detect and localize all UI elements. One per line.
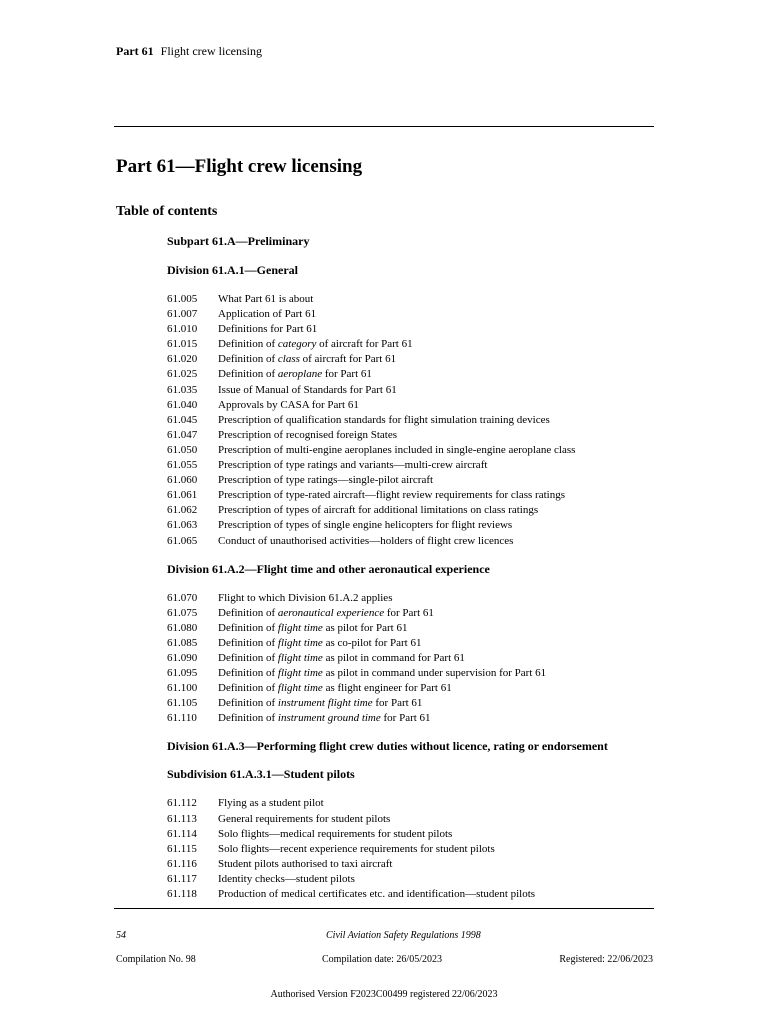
defined-term: instrument flight time [277,697,373,710]
defined-term: flight time [277,682,323,695]
section-title [218,666,657,681]
section-title-text: Approvals by CASA for Part 61 [218,398,359,411]
section-number: 61.100 [167,682,198,695]
section-title-text: Identity checks—student pilots [218,872,355,885]
section-title [218,413,657,428]
section-number: 61.105 [167,697,198,710]
section-title [218,322,657,337]
section-title [218,857,657,872]
section-title-text: Definition of [218,606,278,619]
section-title-text: Flying as a student pilot [218,797,324,810]
section-number: 61.118 [167,888,197,900]
section-title-text: of aircraft for Part 61 [316,338,413,351]
section-title-text: Definition of [218,667,278,680]
section-title [218,796,657,811]
section-title-text: for Part 61 [380,712,431,725]
defined-term: flight time [277,636,323,649]
section-title [218,591,657,606]
section-title-text: Prescription of types of single engine helicopters for flight reviews [218,519,513,532]
toc-entry[interactable] [167,842,657,857]
section-title-text: Definition of [218,697,278,710]
section-title [218,812,657,827]
division-heading: Division 61.A.1—General [167,263,298,277]
toc-entry[interactable] [167,857,657,872]
division-block [167,263,657,549]
section-number: 61.040 [167,398,198,411]
subdivision-heading: Subdivision 61.A.3.1—Student pilots [167,767,355,782]
compilation-number: Compilation No. 98 [116,954,196,965]
section-number: 61.116 [167,857,197,870]
header-title: Flight crew licensing [160,44,262,58]
section-title-text: Production of medical certificates etc. and identification—student pilots [218,888,536,900]
section-title [218,534,657,549]
section-title [218,827,657,842]
section-title-text: Application of Part 61 [218,308,317,321]
section-title [218,872,657,887]
toc-entry[interactable] [167,636,657,651]
authorised-version: Authorised Version F2023C00499 registered 22/06/2023 [270,989,498,1000]
section-title-text: Definition of [218,636,278,649]
table-of-contents [167,234,657,915]
section-number: 61.062 [167,504,198,517]
section-title-text: What Part 61 is about [218,293,314,305]
toc-title: Table of contents [116,204,218,219]
defined-term: instrument ground time [277,712,381,725]
section-title-text: Prescription of type ratings—single-pilot aircraft [218,474,434,487]
section-number: 61.007 [167,308,198,321]
section-title [218,307,657,322]
section-title-text: Flight to which Division 61.A.2 applies [218,591,393,604]
division-block [167,739,657,902]
section-number: 61.075 [167,606,198,619]
header-part: Part 61 [116,44,154,58]
section-title-text: Prescription of type-rated aircraft—flight review requirements for class ratings [218,489,565,502]
section-title [218,621,657,636]
toc-entry[interactable] [167,606,657,621]
toc-entry[interactable] [167,534,657,549]
section-title-text: Student pilots authorised to taxi aircraft [218,857,393,870]
toc-entry[interactable] [167,796,657,811]
toc-entry[interactable] [167,827,657,842]
section-number: 61.045 [167,413,198,426]
section-title [218,292,657,307]
section-title-text: as pilot for Part 61 [322,621,408,634]
section-number: 61.020 [167,353,198,366]
section-number: 61.113 [167,812,197,825]
section-number: 61.070 [167,591,198,604]
section-title [218,473,657,488]
section-title [218,711,657,726]
toc-entry[interactable] [167,887,657,902]
section-number: 61.095 [167,667,198,680]
toc-entry[interactable] [167,383,657,398]
section-title [218,651,657,666]
section-title [218,443,657,458]
section-title [218,488,657,503]
defined-term: aeroplane [277,368,323,381]
section-number: 61.110 [167,712,197,725]
section-number: 61.005 [167,293,198,305]
toc-entry[interactable] [167,681,657,696]
section-title [218,681,657,696]
section-title [218,696,657,711]
division-heading: Division 61.A.2—Flight time and other aeronautical experience [167,561,490,576]
section-title [218,352,657,367]
bottom-rule [114,908,654,909]
registered-date: Registered: 22/06/2023 [559,954,653,965]
toc-entry[interactable] [167,621,657,636]
section-title [218,606,657,621]
subpart-heading: Subpart 61.A—Preliminary [167,234,310,248]
defined-term: flight time [277,621,323,634]
divisions-list [167,263,657,902]
section-number: 61.115 [167,842,197,855]
section-number: 61.050 [167,443,198,456]
section-number: 61.080 [167,621,198,634]
section-title-text: Issue of Manual of Standards for Part 61 [218,383,397,396]
section-number: 61.090 [167,651,198,664]
toc-entry[interactable] [167,428,657,443]
section-number: 61.015 [167,338,198,351]
section-title-text: for Part 61 [322,368,372,381]
section-title-text: Definition of [218,651,278,664]
section-number: 61.060 [167,474,198,487]
section-title-text: as flight engineer for Part 61 [322,682,452,695]
section-title-text: Solo flights—recent experience requirements for student pilots [218,842,495,855]
section-title [218,367,657,382]
section-title [218,842,657,857]
section-number: 61.114 [167,827,197,840]
section-title [218,636,657,651]
toc-entry[interactable] [167,503,657,518]
section-title-text: Prescription of recognised foreign States [218,428,398,441]
toc-entry[interactable] [167,398,657,413]
section-title-text: Definitions for Part 61 [218,323,318,336]
toc-entry[interactable] [167,352,657,367]
section-title [218,428,657,443]
section-title-text: General requirements for student pilots [218,812,391,825]
section-title-text: for Part 61 [372,697,423,710]
toc-entry[interactable] [167,473,657,488]
toc-entry[interactable] [167,458,657,473]
section-title [218,337,657,352]
toc-entry[interactable] [167,322,657,337]
section-title [218,518,657,533]
section-title-text: for Part 61 [384,606,434,619]
section-title-text: Definition of [218,682,278,695]
section-title [218,398,657,413]
section-number: 61.085 [167,636,198,649]
section-number: 61.065 [167,534,198,547]
section-title-text: Definition of [218,353,278,366]
section-title-text: Definition of [218,712,278,725]
footer-title: Civil Aviation Safety Regulations 1998 [326,930,481,941]
section-title-text: Definition of [218,368,278,381]
section-title-text: as pilot in command under supervision for Part 61 [322,667,547,680]
toc-entry[interactable] [167,591,657,606]
section-number: 61.035 [167,383,198,396]
toc-entry[interactable] [167,872,657,887]
section-title-text: as co-pilot for Part 61 [322,636,422,649]
top-rule [114,126,654,127]
toc-entry[interactable] [167,711,657,726]
toc-entry[interactable] [167,443,657,458]
defined-term: flight time [277,651,323,664]
defined-term: class [277,353,300,366]
toc-entry[interactable] [167,666,657,681]
section-number: 61.117 [167,872,197,885]
section-title-text: Solo flights—medical requirements for student pilots [218,827,453,840]
section-title-text: as pilot in command for Part 61 [322,651,465,664]
toc-entry[interactable] [167,292,657,307]
section-number: 61.010 [167,323,198,336]
section-number: 61.025 [167,368,198,381]
section-number: 61.063 [167,519,198,532]
section-title-text: Prescription of qualification standards for flight simulation training devices [218,413,550,426]
section-title [218,458,657,473]
toc-entry[interactable] [167,812,657,827]
section-number: 61.112 [167,797,197,810]
section-title-text: Prescription of multi-engine aeroplanes included in single-engine aeroplane class [218,443,576,456]
section-title [218,503,657,518]
toc-entry[interactable] [167,413,657,428]
toc-entry[interactable] [167,337,657,352]
toc-entry[interactable] [167,367,657,382]
section-number: 61.047 [167,428,198,441]
toc-entry[interactable] [167,651,657,666]
defined-term: category [277,338,317,351]
part-title: Part 61—Flight crew licensing [116,156,363,177]
toc-entry[interactable] [167,488,657,503]
toc-entry[interactable] [167,518,657,533]
section-title-text: Prescription of type ratings and variants—multi-crew aircraft [218,459,488,472]
toc-entry[interactable] [167,696,657,711]
section-title-text: Conduct of unauthorised activities—holders of flight crew licences [218,534,514,547]
page-number: 54 [116,930,126,941]
section-number: 61.055 [167,459,198,472]
defined-term: flight time [277,667,323,680]
defined-term: aeronautical experience [277,606,385,619]
section-title-text: Prescription of types of aircraft for additional limitations on class ratings [218,504,539,517]
running-header [116,44,262,59]
section-number: 61.061 [167,489,198,502]
compilation-date: Compilation date: 26/05/2023 [322,954,442,965]
section-title-text: of aircraft for Part 61 [299,353,397,366]
division-heading: Division 61.A.3—Performing flight crew duties without licence, rating or endorsement [167,739,608,754]
section-title-text: Definition of [218,338,278,351]
toc-entry[interactable] [167,307,657,322]
section-title [218,383,657,398]
division-block [167,562,657,727]
section-title-text: Definition of [218,621,278,634]
section-title [218,887,657,902]
